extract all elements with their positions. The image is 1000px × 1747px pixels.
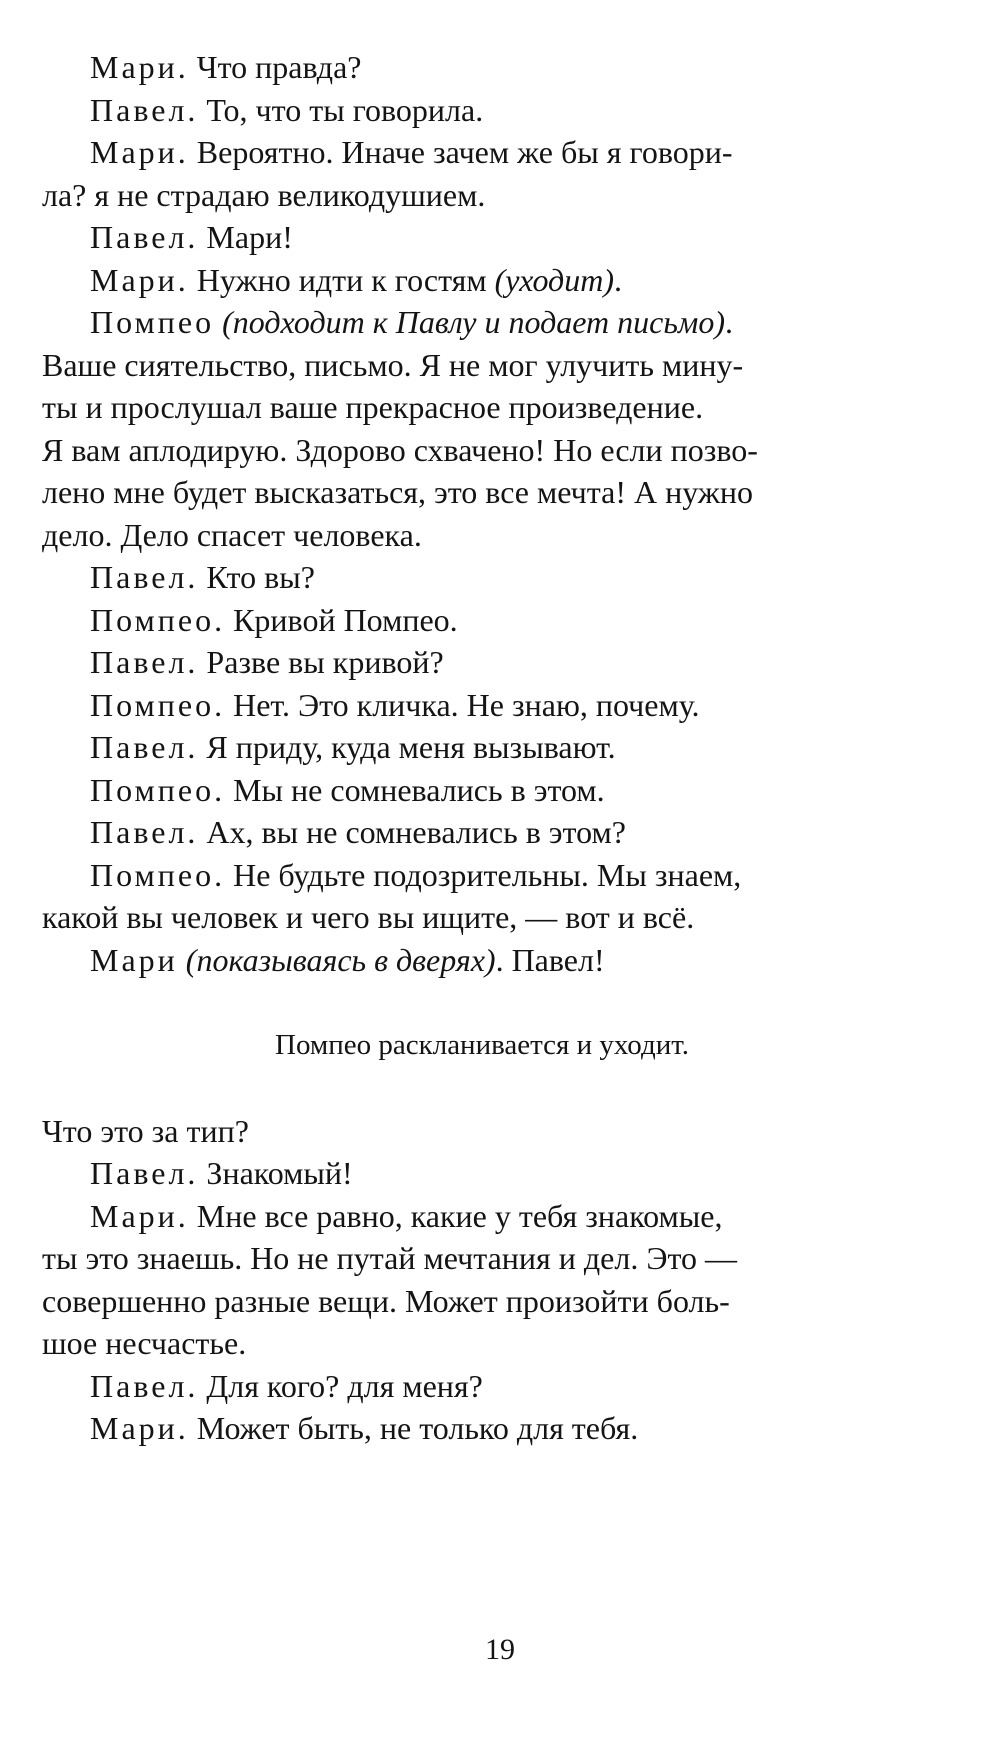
speaker-name: Павел. — [90, 1155, 199, 1191]
text-line — [42, 1237, 922, 1280]
line-text: Кто вы? — [198, 559, 315, 595]
stage-direction: Помпео раскланивается и уходит. — [275, 1029, 689, 1061]
line-text — [178, 942, 186, 978]
text-line — [42, 131, 922, 174]
text-line — [42, 896, 922, 939]
speaker-name: Мари. — [90, 1197, 189, 1234]
speaker-name: Мари. — [90, 49, 189, 85]
line-text: ла? я не страдаю великодушием. — [42, 176, 486, 213]
line-text: Что правда? — [188, 49, 362, 85]
text-line — [42, 769, 922, 812]
line-text: Кривой Помпео. — [225, 601, 458, 638]
line-text: Я вам аплодирую. Здорово схвачено! Но если позво- — [42, 431, 758, 468]
speaker-name: Павел. — [90, 559, 199, 595]
line-text: Не будьте подозрительны. Мы знаем, — [225, 856, 742, 893]
stage-remark: (показываясь в дверях) — [185, 941, 496, 978]
speaker-name: Павел. — [90, 729, 199, 765]
text-line — [42, 1195, 922, 1238]
line-text: шое несчастье. — [42, 1325, 247, 1361]
text-line — [42, 89, 922, 132]
stage-remark: (уходит) — [494, 261, 614, 298]
text-line — [42, 301, 922, 344]
speaker-name: Мари. — [90, 134, 189, 170]
line-text: Мари! — [198, 219, 293, 255]
text-line — [42, 174, 922, 217]
line-text: Может быть, не только для тебя. — [188, 1410, 639, 1446]
stage-remark: (подходит к Павлу и подает письмо) — [222, 304, 725, 340]
text-line — [42, 259, 922, 302]
line-text: Нет. Это кличка. Не знаю, почему. — [225, 686, 700, 723]
text-line — [42, 1365, 922, 1408]
line-text: совершенно разные вещи. Может произойти боль- — [42, 1282, 730, 1319]
speaker-name: Помпео — [90, 304, 215, 340]
text-line — [42, 641, 922, 684]
line-text-after: . — [724, 304, 733, 340]
text-line — [42, 1322, 922, 1365]
text-line — [42, 556, 922, 599]
line-text: Нужно идти к гостям — [188, 261, 495, 298]
text-line — [42, 1152, 922, 1195]
line-text — [214, 304, 222, 340]
line-text: ты и прослушал ваше прекрасное произведение. — [42, 389, 704, 425]
text-line — [42, 471, 922, 514]
line-text: Вероятно. Иначе зачем же бы я говори- — [188, 134, 733, 170]
line-text: Разве вы кривой? — [198, 644, 444, 680]
speaker-name: Павел. — [90, 1367, 199, 1404]
speaker-name: Мари — [90, 941, 178, 978]
speaker-name: Павел. — [90, 91, 199, 128]
dialogue-block-after — [42, 1110, 922, 1450]
line-text: То, что ты говорила. — [198, 91, 484, 128]
text-line — [42, 1110, 922, 1153]
line-text: дело. Дело спасет человека. — [42, 516, 422, 553]
text-line — [42, 514, 922, 557]
line-text: Ах, вы не сомневались в этом? — [198, 814, 626, 850]
text-line — [42, 684, 922, 727]
text-line — [42, 386, 922, 429]
speaker-name: Павел. — [90, 814, 199, 850]
text-line — [42, 1407, 922, 1450]
line-text: лено мне будет высказаться, это все мечта! А нужно — [42, 474, 754, 510]
dialogue-block-before — [42, 46, 922, 981]
line-text-after: . — [614, 261, 622, 298]
speaker-name: Помпео. — [90, 686, 226, 723]
speaker-name: Помпео. — [90, 771, 226, 808]
line-text: ты это знаешь. Но не путай мечтания и дел. Это — — [42, 1240, 738, 1276]
line-text: Для кого? для меня? — [198, 1367, 483, 1404]
text-line — [42, 939, 922, 982]
text-line — [42, 854, 922, 897]
text-line — [42, 46, 922, 89]
speaker-name: Павел. — [90, 219, 199, 255]
line-text: Мне все равно, какие у тебя знакомые, — [188, 1197, 723, 1234]
text-line — [42, 726, 922, 769]
line-text: Знакомый! — [198, 1155, 353, 1191]
speaker-name: Мари. — [90, 1410, 189, 1446]
text-line — [42, 599, 922, 642]
line-text-after: . Павел! — [495, 941, 605, 978]
page-number: 19 — [485, 1633, 515, 1666]
line-text: Я приду, куда меня вызывают. — [198, 729, 616, 765]
speaker-name: Мари. — [90, 261, 189, 298]
text-line — [42, 429, 922, 472]
speaker-name: Помпео. — [90, 601, 226, 638]
line-text: Что это за тип? — [42, 1112, 249, 1149]
text-line — [42, 216, 922, 259]
line-text: Ваше сиятельство, письмо. Я не мог улучить мину- — [42, 346, 744, 383]
page-body — [42, 46, 922, 1450]
text-line — [42, 344, 922, 387]
line-text: какой вы человек и чего вы ищите, — вот и всё. — [42, 899, 695, 935]
text-line — [42, 1280, 922, 1323]
speaker-name: Помпео. — [90, 856, 226, 893]
line-text: Мы не сомневались в этом. — [225, 771, 605, 808]
speaker-name: Павел. — [90, 644, 199, 680]
text-line — [42, 811, 922, 854]
